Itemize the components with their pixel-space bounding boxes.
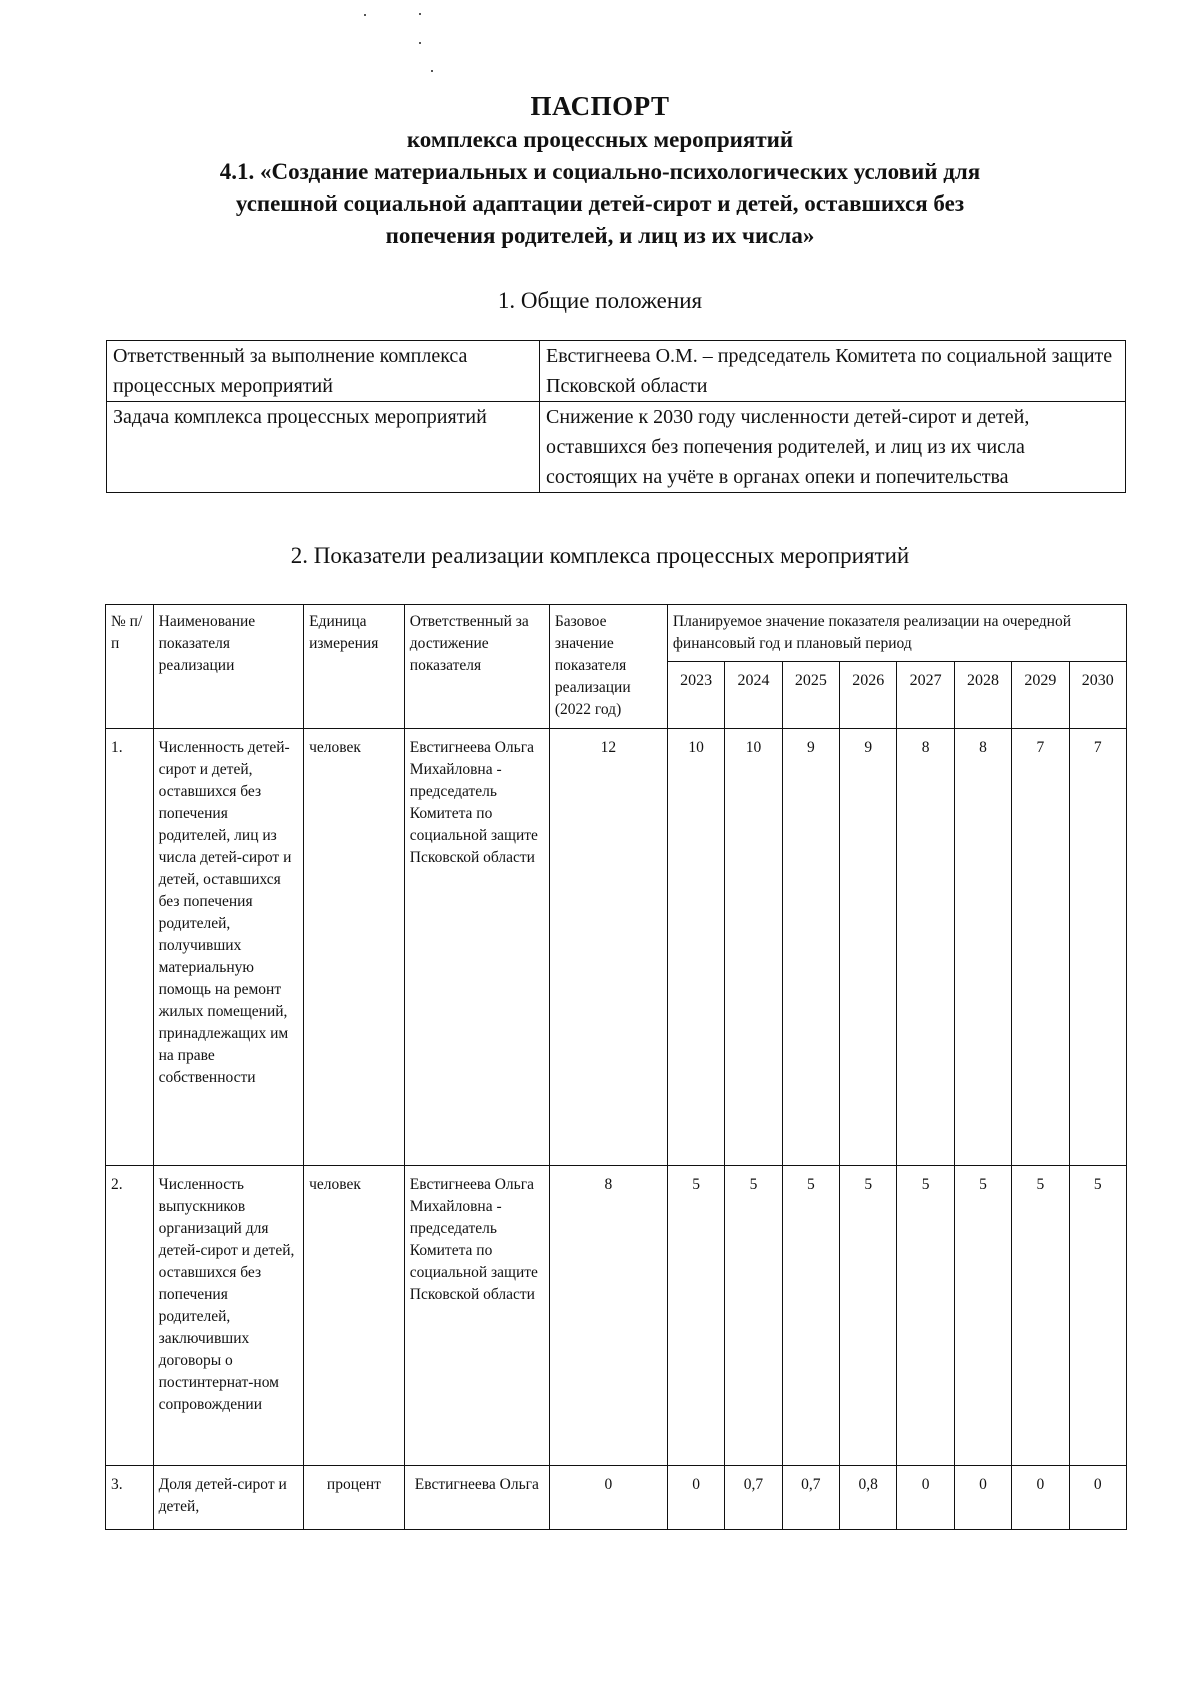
row-value: 5	[840, 1166, 897, 1466]
header-unit: Единица измерения	[304, 605, 405, 729]
header-year: 2025	[782, 662, 839, 729]
header-name: Наименование показателя реализации	[153, 605, 303, 729]
scan-artifact	[431, 70, 433, 72]
row-value: 9	[840, 729, 897, 1166]
row-value: 5	[782, 1166, 839, 1466]
row-value: 5	[897, 1166, 954, 1466]
row-num: 2.	[106, 1166, 154, 1466]
row-num: 1.	[106, 729, 154, 1166]
row-value: 0,7	[782, 1466, 839, 1530]
row-label: Задача комплекса процессных мероприятий	[107, 402, 540, 493]
header-year: 2024	[725, 662, 782, 729]
general-provisions-table	[106, 340, 1126, 493]
row-value: 0	[897, 1466, 954, 1530]
row-name: Численность детей-сирот и детей, оставшихся без попечения родителей, лиц из числа детей-сирот и детей, оставшихся без попечения родителей, получивших материальную помощь на ремонт жилых помещений, принадлежащих им на праве собственности	[153, 729, 303, 1166]
title-program-line-2: успешной социальной адаптации детей-сирот и детей, оставшихся без	[235, 191, 965, 216]
row-value: 8	[897, 729, 954, 1166]
row-value: 9	[782, 729, 839, 1166]
indicators-table	[105, 604, 1127, 1530]
table-row	[107, 341, 1126, 402]
row-responsible: Евстигнеева Ольга	[404, 1466, 549, 1530]
row-unit: человек	[304, 1166, 405, 1466]
row-value: 5	[667, 1166, 724, 1466]
row-base: 8	[549, 1166, 667, 1466]
header-row	[106, 605, 1127, 662]
title-passport: ПАСПОРТ	[530, 91, 670, 121]
row-value: 7	[1069, 729, 1126, 1166]
row-value: 5	[1012, 1166, 1069, 1466]
table-row	[106, 1166, 1127, 1466]
row-value: 5	[1069, 1166, 1126, 1466]
title-program-line-3: попечения родителей, и лиц из их числа»	[385, 223, 815, 248]
row-value: 10	[725, 729, 782, 1166]
row-base: 0	[549, 1466, 667, 1530]
row-responsible: Евстигнеева Ольга Михайловна - председатель Комитета по социальной защите Псковской области	[404, 1166, 549, 1466]
header-year: 2030	[1069, 662, 1126, 729]
document-title	[100, 88, 1100, 252]
scan-artifact	[419, 13, 421, 15]
header-base: Базовое значение показателя реализации (2022 год)	[549, 605, 667, 729]
header-responsible: Ответственный за достижение показателя	[404, 605, 549, 729]
row-value: Евстигнеева О.М. – председатель Комитета по социальной защите Псковской области	[540, 341, 1126, 402]
table-row	[107, 402, 1126, 493]
row-name: Доля детей-сирот и детей,	[153, 1466, 303, 1530]
header-year: 2027	[897, 662, 954, 729]
row-value: 5	[725, 1166, 782, 1466]
row-value: Снижение к 2030 году численности детей-сирот и детей, оставшихся без попечения родителей, и лиц из их числа состоящих на учёте в органах опеки и попечительства	[540, 402, 1126, 493]
row-value: 0,7	[725, 1466, 782, 1530]
row-name: Численность выпускников организаций для детей-сирот и детей, оставшихся без попечения родителей, заключивших договоры о постинтернат-ном сопровождении	[153, 1166, 303, 1466]
table-row	[106, 729, 1127, 1166]
row-value: 10	[667, 729, 724, 1166]
row-label: Ответственный за выполнение комплекса процессных мероприятий	[107, 341, 540, 402]
row-value: 0	[954, 1466, 1011, 1530]
header-planned: Планируемое значение показателя реализации на очередной финансовый год и плановый период	[667, 605, 1126, 662]
row-responsible: Евстигнеева Ольга Михайловна - председатель Комитета по социальной защите Псковской области	[404, 729, 549, 1166]
row-value: 0	[667, 1466, 724, 1530]
section-1-heading: 1. Общие положения	[497, 288, 703, 313]
header-year: 2026	[840, 662, 897, 729]
header-year: 2028	[954, 662, 1011, 729]
table-row	[106, 1466, 1127, 1530]
row-unit: процент	[304, 1466, 405, 1530]
row-value: 0	[1012, 1466, 1069, 1530]
row-num: 3.	[106, 1466, 154, 1530]
row-unit: человек	[304, 729, 405, 1166]
row-value: 8	[954, 729, 1011, 1166]
row-value: 5	[954, 1166, 1011, 1466]
row-base: 12	[549, 729, 667, 1166]
row-value: 7	[1012, 729, 1069, 1166]
row-value: 0,8	[840, 1466, 897, 1530]
header-num: № п/п	[106, 605, 154, 729]
header-year: 2029	[1012, 662, 1069, 729]
scan-artifact	[419, 42, 421, 44]
header-year: 2023	[667, 662, 724, 729]
scan-artifact	[364, 14, 366, 16]
title-subtitle: комплекса процессных мероприятий	[406, 127, 794, 152]
title-program-line-1: 4.1. «Создание материальных и социально-психологических условий для	[219, 159, 981, 184]
row-value: 0	[1069, 1466, 1126, 1530]
section-2-heading: 2. Показатели реализации комплекса процессных мероприятий	[290, 543, 910, 568]
